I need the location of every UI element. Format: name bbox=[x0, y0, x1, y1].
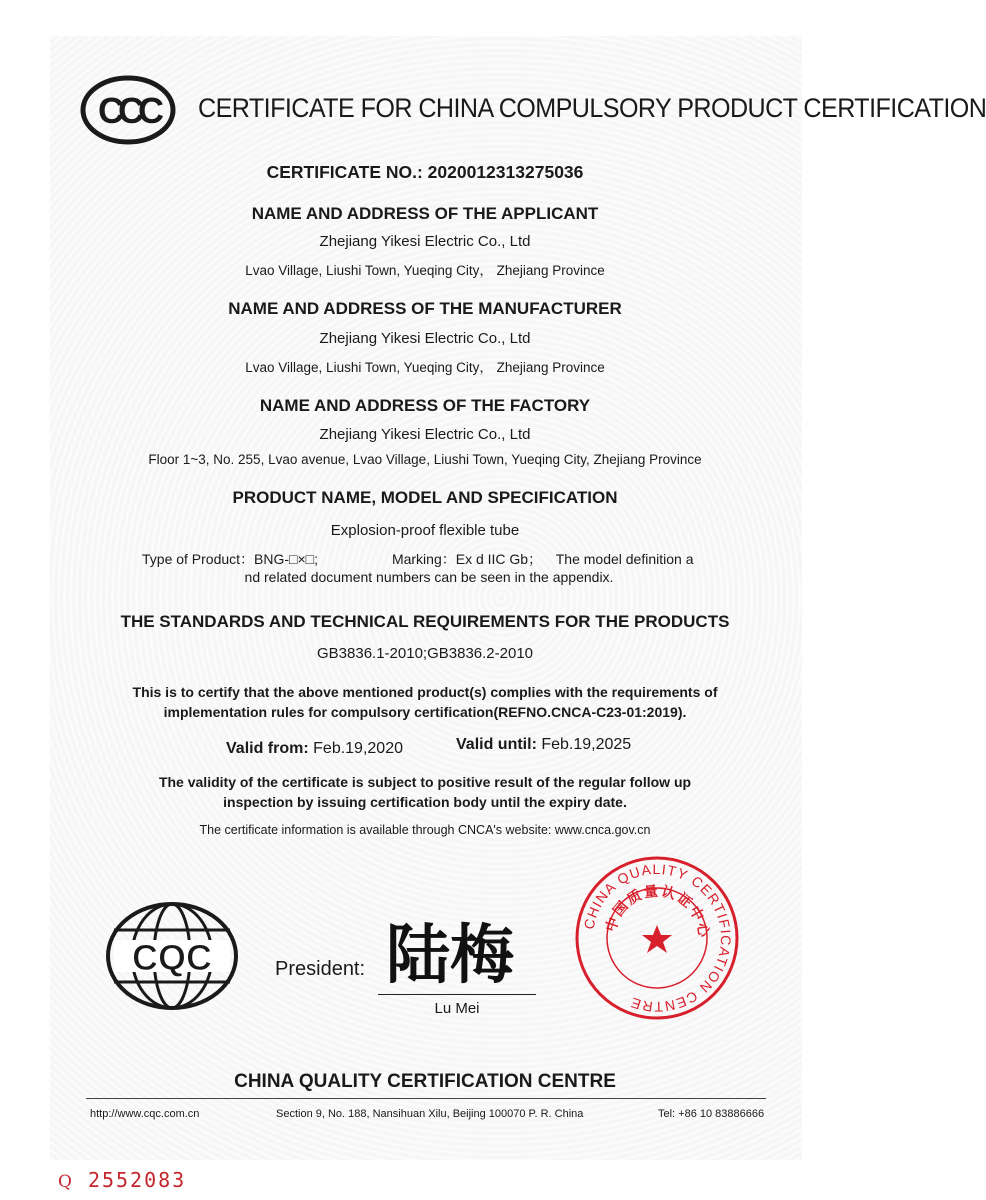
factory-name: Zhejiang Yikesi Electric Co., Ltd bbox=[319, 426, 531, 443]
standards-heading: THE STANDARDS AND TECHNICAL REQUIREMENTS FOR THE PRODUCTS bbox=[120, 612, 730, 631]
valid-until bbox=[456, 736, 631, 754]
manufacturer-heading: NAME AND ADDRESS OF THE MANUFACTURER bbox=[228, 299, 622, 318]
footer-tel: Tel: +86 10 83886666 bbox=[658, 1108, 765, 1120]
serial-prefix: Q bbox=[58, 1172, 74, 1192]
applicant-address: Lvao Village, Liushi Town, Yueqing City， Zhejiang Province bbox=[245, 263, 605, 278]
certify-line-2: implementation rules for compulsory certification(REFNO.CNCA-C23-01:2019). bbox=[163, 704, 687, 720]
product-model-note-2: nd related document numbers can be seen in the appendix. bbox=[244, 569, 614, 585]
cqc-seal-stamp bbox=[574, 855, 740, 1021]
footer-address: Section 9, No. 188, Nansihuan Xilu, Beijing 100070 P. R. China bbox=[276, 1108, 584, 1120]
certify-line-1: This is to certify that the above mentioned product(s) complies with the requirements of bbox=[132, 684, 718, 700]
footer-divider bbox=[86, 1098, 766, 1099]
serial-value: 2552083 bbox=[87, 1168, 187, 1192]
serial-number bbox=[58, 1168, 186, 1192]
valid-from-label: Valid from: bbox=[226, 740, 309, 757]
signature-line bbox=[378, 994, 536, 995]
valid-from bbox=[226, 740, 403, 758]
svg-text:CQC: CQC bbox=[132, 937, 212, 978]
valid-until-value: Feb.19,2025 bbox=[541, 736, 632, 753]
applicant-heading: NAME AND ADDRESS OF THE APPLICANT bbox=[251, 204, 599, 223]
product-type: Type of Product：BNG-□×□; bbox=[142, 551, 319, 567]
certificate-title: CERTIFICATE FOR CHINA COMPULSORY PRODUCT CERTIFICATION bbox=[198, 93, 986, 123]
validity-note-2: inspection by issuing certification body until the expiry date. bbox=[223, 794, 627, 810]
manufacturer-name: Zhejiang Yikesi Electric Co., Ltd bbox=[319, 330, 531, 347]
product-model-note-1: The model definition a bbox=[555, 551, 694, 567]
president-signature bbox=[378, 905, 538, 995]
certificate-number: CERTIFICATE NO.: 2020012313275036 bbox=[266, 162, 584, 182]
cqc-logo-icon bbox=[104, 900, 240, 1012]
factory-heading: NAME AND ADDRESS OF THE FACTORY bbox=[259, 396, 591, 415]
svg-text:CHINA QUALITY CERTIFICATION CE: CHINA QUALITY CERTIFICATION CENTRE bbox=[580, 860, 735, 1016]
applicant-name: Zhejiang Yikesi Electric Co., Ltd bbox=[319, 233, 531, 250]
svg-text:陆梅: 陆梅 bbox=[386, 918, 514, 993]
validity-note-1: The validity of the certificate is subject to positive result of the regular follow up bbox=[158, 774, 692, 790]
valid-until-label: Valid until: bbox=[456, 736, 537, 753]
product-heading: PRODUCT NAME, MODEL AND SPECIFICATION bbox=[232, 488, 618, 507]
signer-name: Lu Mei bbox=[434, 1000, 480, 1017]
issuing-centre-name: CHINA QUALITY CERTIFICATION CENTRE bbox=[234, 1071, 616, 1092]
svg-text:中国质量认证中心: 中国质量认证中心 bbox=[603, 883, 712, 941]
standards-value: GB3836.1-2010;GB3836.2-2010 bbox=[317, 645, 533, 662]
website-note: The certificate information is available through CNCA's website: www.cnca.gov.cn bbox=[199, 823, 651, 837]
product-spec-line bbox=[142, 549, 716, 569]
valid-from-value: Feb.19,2020 bbox=[313, 740, 403, 757]
svg-text:CCC: CCC bbox=[98, 90, 158, 131]
product-marking: Marking：Ex d IIC Gb； bbox=[391, 551, 543, 567]
president-label: President: bbox=[275, 958, 366, 980]
manufacturer-address: Lvao Village, Liushi Town, Yueqing City， Zhejiang Province bbox=[245, 360, 605, 375]
product-name: Explosion-proof flexible tube bbox=[330, 522, 520, 539]
factory-address: Floor 1~3, No. 255, Lvao avenue, Lvao Village, Liushi Town, Yueqing City, Zhejiang Province bbox=[148, 452, 702, 467]
footer-website: http://www.cqc.com.cn bbox=[90, 1108, 200, 1120]
ccc-logo-icon bbox=[80, 75, 176, 145]
